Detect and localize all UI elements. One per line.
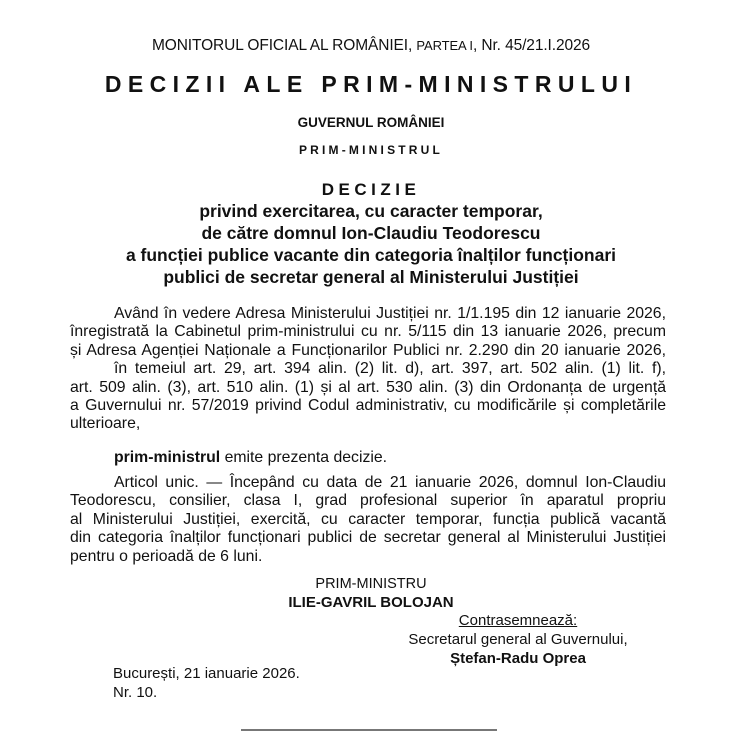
preamble-line: în temeiul art. 29, art. 394 alin. (2) lit. d), art. 397, art. 502 alin. (1) lit. f), bbox=[114, 360, 666, 378]
place-date: București, 21 ianuarie 2026. bbox=[113, 665, 300, 682]
subject-line: publici de secretar general al Ministerului Justiției bbox=[163, 267, 579, 287]
article-unic bbox=[70, 474, 666, 566]
signatory-name: ILIE-GAVRIL BOLOJAN bbox=[288, 594, 454, 611]
article-line: din categoria înalților funcționari publici de secretar general al Ministerului Justiției bbox=[70, 529, 666, 547]
running-head-part: PARTEA I bbox=[416, 38, 473, 53]
document-subject bbox=[0, 200, 742, 288]
running-head bbox=[0, 37, 742, 55]
subject-line: a funcției publice vacante din categoria înalților funcționari bbox=[125, 245, 617, 265]
signatory-title: PRIM-MINISTRU bbox=[315, 576, 427, 592]
emits-subject: prim-ministrul bbox=[114, 449, 221, 466]
preamble bbox=[70, 305, 666, 434]
preamble-line: înregistrată la Cabinetul prim-ministrului cu nr. 5/115 din 13 ianuarie 2026, precum bbox=[70, 323, 666, 341]
preamble-line: Având în vedere Adresa Ministerului Justiției nr. 1/1.195 din 12 ianuarie 2026, bbox=[114, 305, 666, 322]
countersign-role: Secretarul general al Guvernului, bbox=[408, 631, 628, 648]
preamble-line: a Guvernului nr. 57/2019 privind Codul administrativ, cu modificările și completările bbox=[70, 397, 666, 415]
section-title: DECIZII ALE PRIM-MINISTRULUI bbox=[104, 71, 638, 97]
emits-line bbox=[70, 449, 666, 467]
article-line: Articol unic. — Începând cu data de 21 ianuarie 2026, domnul Ion-Claudiu bbox=[114, 474, 666, 491]
running-head-publication: MONITORUL OFICIAL AL ROMÂNIEI, bbox=[151, 37, 417, 54]
issuer-role: PRIM-MINISTRUL bbox=[298, 143, 444, 157]
document-number: Nr. 10. bbox=[113, 684, 158, 701]
subject-line: de către domnul Ion-Claudiu Teodorescu bbox=[201, 223, 541, 243]
subject-line: privind exercitarea, cu caracter temporar, bbox=[199, 201, 543, 221]
emits-statement bbox=[70, 449, 666, 467]
preamble-line: ulterioare, bbox=[70, 415, 141, 433]
article-line: pentru o perioadă de 6 luni. bbox=[70, 547, 263, 565]
issuer: GUVERNUL ROMÂNIEI bbox=[297, 115, 445, 130]
end-divider bbox=[241, 729, 497, 731]
countersign-label: Contrasemnează: bbox=[458, 612, 578, 629]
document-type: DECIZIE bbox=[321, 180, 421, 199]
article-line: al Ministerului Justiției, exercită, cu caracter temporar, funcția publică vacantă bbox=[70, 510, 666, 528]
running-head-issue: , Nr. 45/21.I.2026 bbox=[472, 37, 591, 54]
emits-text: emite prezenta decizie. bbox=[220, 449, 388, 466]
preamble-line: și Adresa Agenției Naționale a Funcționarilor Publici nr. 2.290 din 20 ianuarie 2026, bbox=[70, 341, 666, 359]
countersign-name: Ștefan-Radu Oprea bbox=[450, 650, 586, 667]
place-and-date-block bbox=[113, 664, 300, 702]
article-line: Teodorescu, consilier, clasa I, grad profesional superior în aparatul propriu bbox=[70, 492, 666, 510]
preamble-line: art. 509 alin. (3), art. 510 alin. (1) și al art. 530 alin. (3) din Ordonanța de urgență bbox=[70, 378, 666, 396]
countersignature bbox=[368, 611, 668, 668]
